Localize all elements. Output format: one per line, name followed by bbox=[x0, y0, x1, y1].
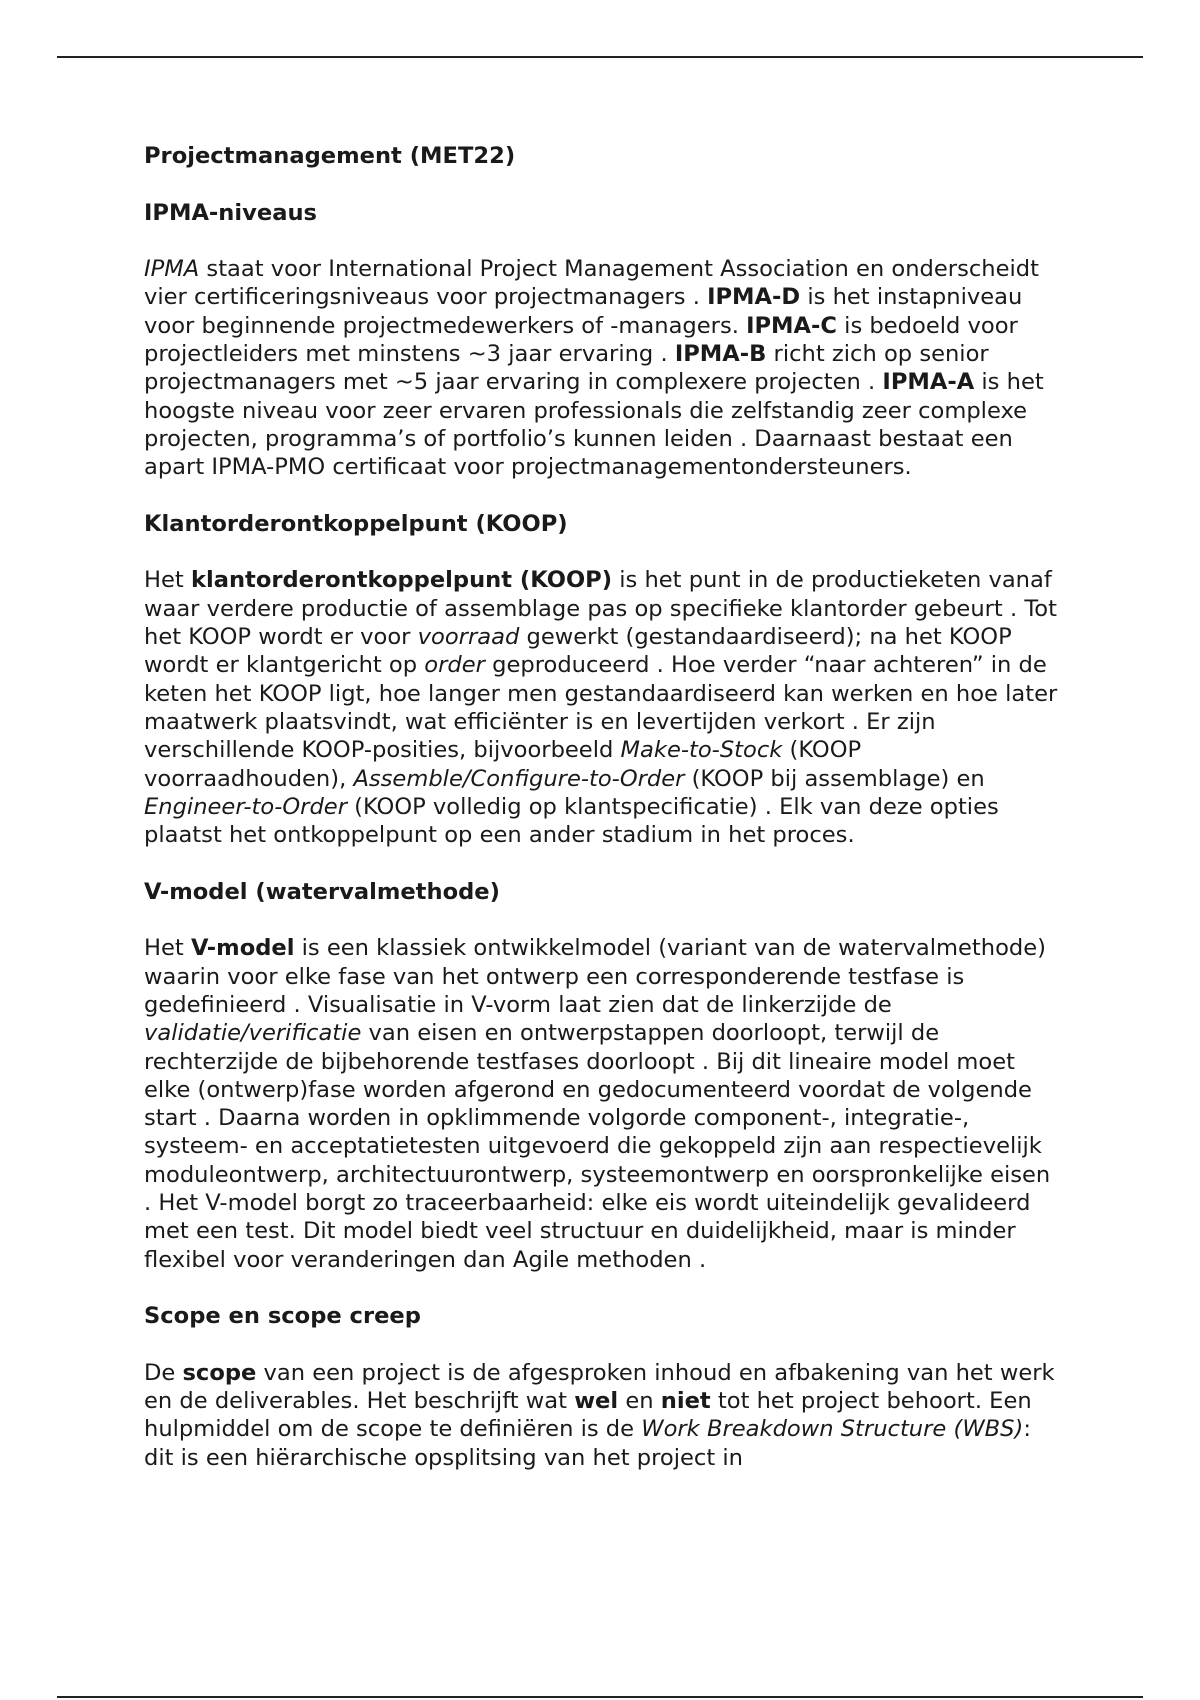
document-body bbox=[144, 142, 1064, 1500]
section-heading-vmodel: V-model (watervalmethode) bbox=[144, 878, 500, 905]
document-title: Projectmanagement (MET22) bbox=[144, 143, 516, 169]
section-heading-koop: Klantorderontkoppelpunt (KOOP) bbox=[144, 510, 568, 537]
section-heading-scope: Scope en scope creep bbox=[144, 1303, 421, 1330]
footer-rule bbox=[57, 1696, 1143, 1698]
paragraph-ipma: IPMA staat voor International Project Management Association en onderscheidt vier certificeringsniveaus voor projectmanagers . IPMA-D is het instapniveau voor beginnende projectmedewerkers of -managers. IPMA-C is bedoeld voor projectleiders met minstens ~3 jaar ervaring . IPMA-B richt zich op senior projectmanagers met ~5 jaar ervaring in complexere projecten . IPMA-A is het hoogste niveau voor zeer ervaren professionals die zelfstandig zeer complexe projecten, programma’s of portfolio’s kunnen leiden . Daarnaast bestaat een apart IPMA-PMO certificaat voor projectmanagementondersteuners. bbox=[144, 256, 1044, 481]
paragraph-koop: Het klantorderontkoppelpunt (KOOP) is het punt in de productieketen vanaf waar verdere productie of assemblage pas op specifieke klantorder gebeurt . Tot het KOOP wordt er voor voorraad gewerkt (gestandaardiseerd); na het KOOP wordt er klantgericht op order geproduceerd . Hoe verder “naar achteren” in de keten het KOOP ligt, hoe langer men gestandaardiseerd kan werken en hoe later maatwerk plaatsvindt, wat efficiënter is en levertijden verkort . Er zijn verschillende KOOP-posities, bijvoorbeeld Make-to-Stock (KOOP voorraadhouden), Assemble/Configure-to-Order (KOOP bij assemblage) en Engineer-to-Order (KOOP volledig op klantspecificatie) . Elk van deze opties plaatst het ontkoppelpunt op een ander stadium in het proces. bbox=[144, 567, 1058, 849]
paragraph-scope: De scope van een project is de afgesproken inhoud en afbakening van het werk en de deliverables. Het beschrijft wat wel en niet tot het project behoort. Een hulpmiddel om de scope te definiëren is de Work Breakdown Structure (WBS): dit is een hiërarchische opsplitsing van het project in bbox=[144, 1359, 1055, 1471]
paragraph-vmodel: Het V-model is een klassiek ontwikkelmodel (variant van de watervalmethode) waarin voor elke fase van het ontwerp een corresponderende testfase is gedefinieerd . Visualisatie in V-vorm laat zien dat de linkerzijde de validatie/verificatie van eisen en ontwerpstappen doorloopt, terwijl de rechterzijde de bijbehorende testfases doorloopt . Bij dit lineaire model moet elke (ontwerp)fase worden afgerond en gedocumenteerd voordat de volgende start . Daarna worden in opklimmende volgorde component-, integratie-, systeem- en acceptatietesten uitgevoerd die gekoppeld zijn aan respectievelijk moduleontwerp, architectuurontwerp, systeemontwerp en oorspronkelijke eisen . Het V-model borgt zo traceerbaarheid: elke eis wordt uiteindelijk gevalideerd met een test. Dit model biedt veel structuur en duidelijkheid, maar is minder flexibel voor veranderingen dan Agile methoden . bbox=[144, 935, 1051, 1273]
header-rule bbox=[57, 56, 1143, 58]
section-heading-ipma: IPMA-niveaus bbox=[144, 199, 317, 226]
